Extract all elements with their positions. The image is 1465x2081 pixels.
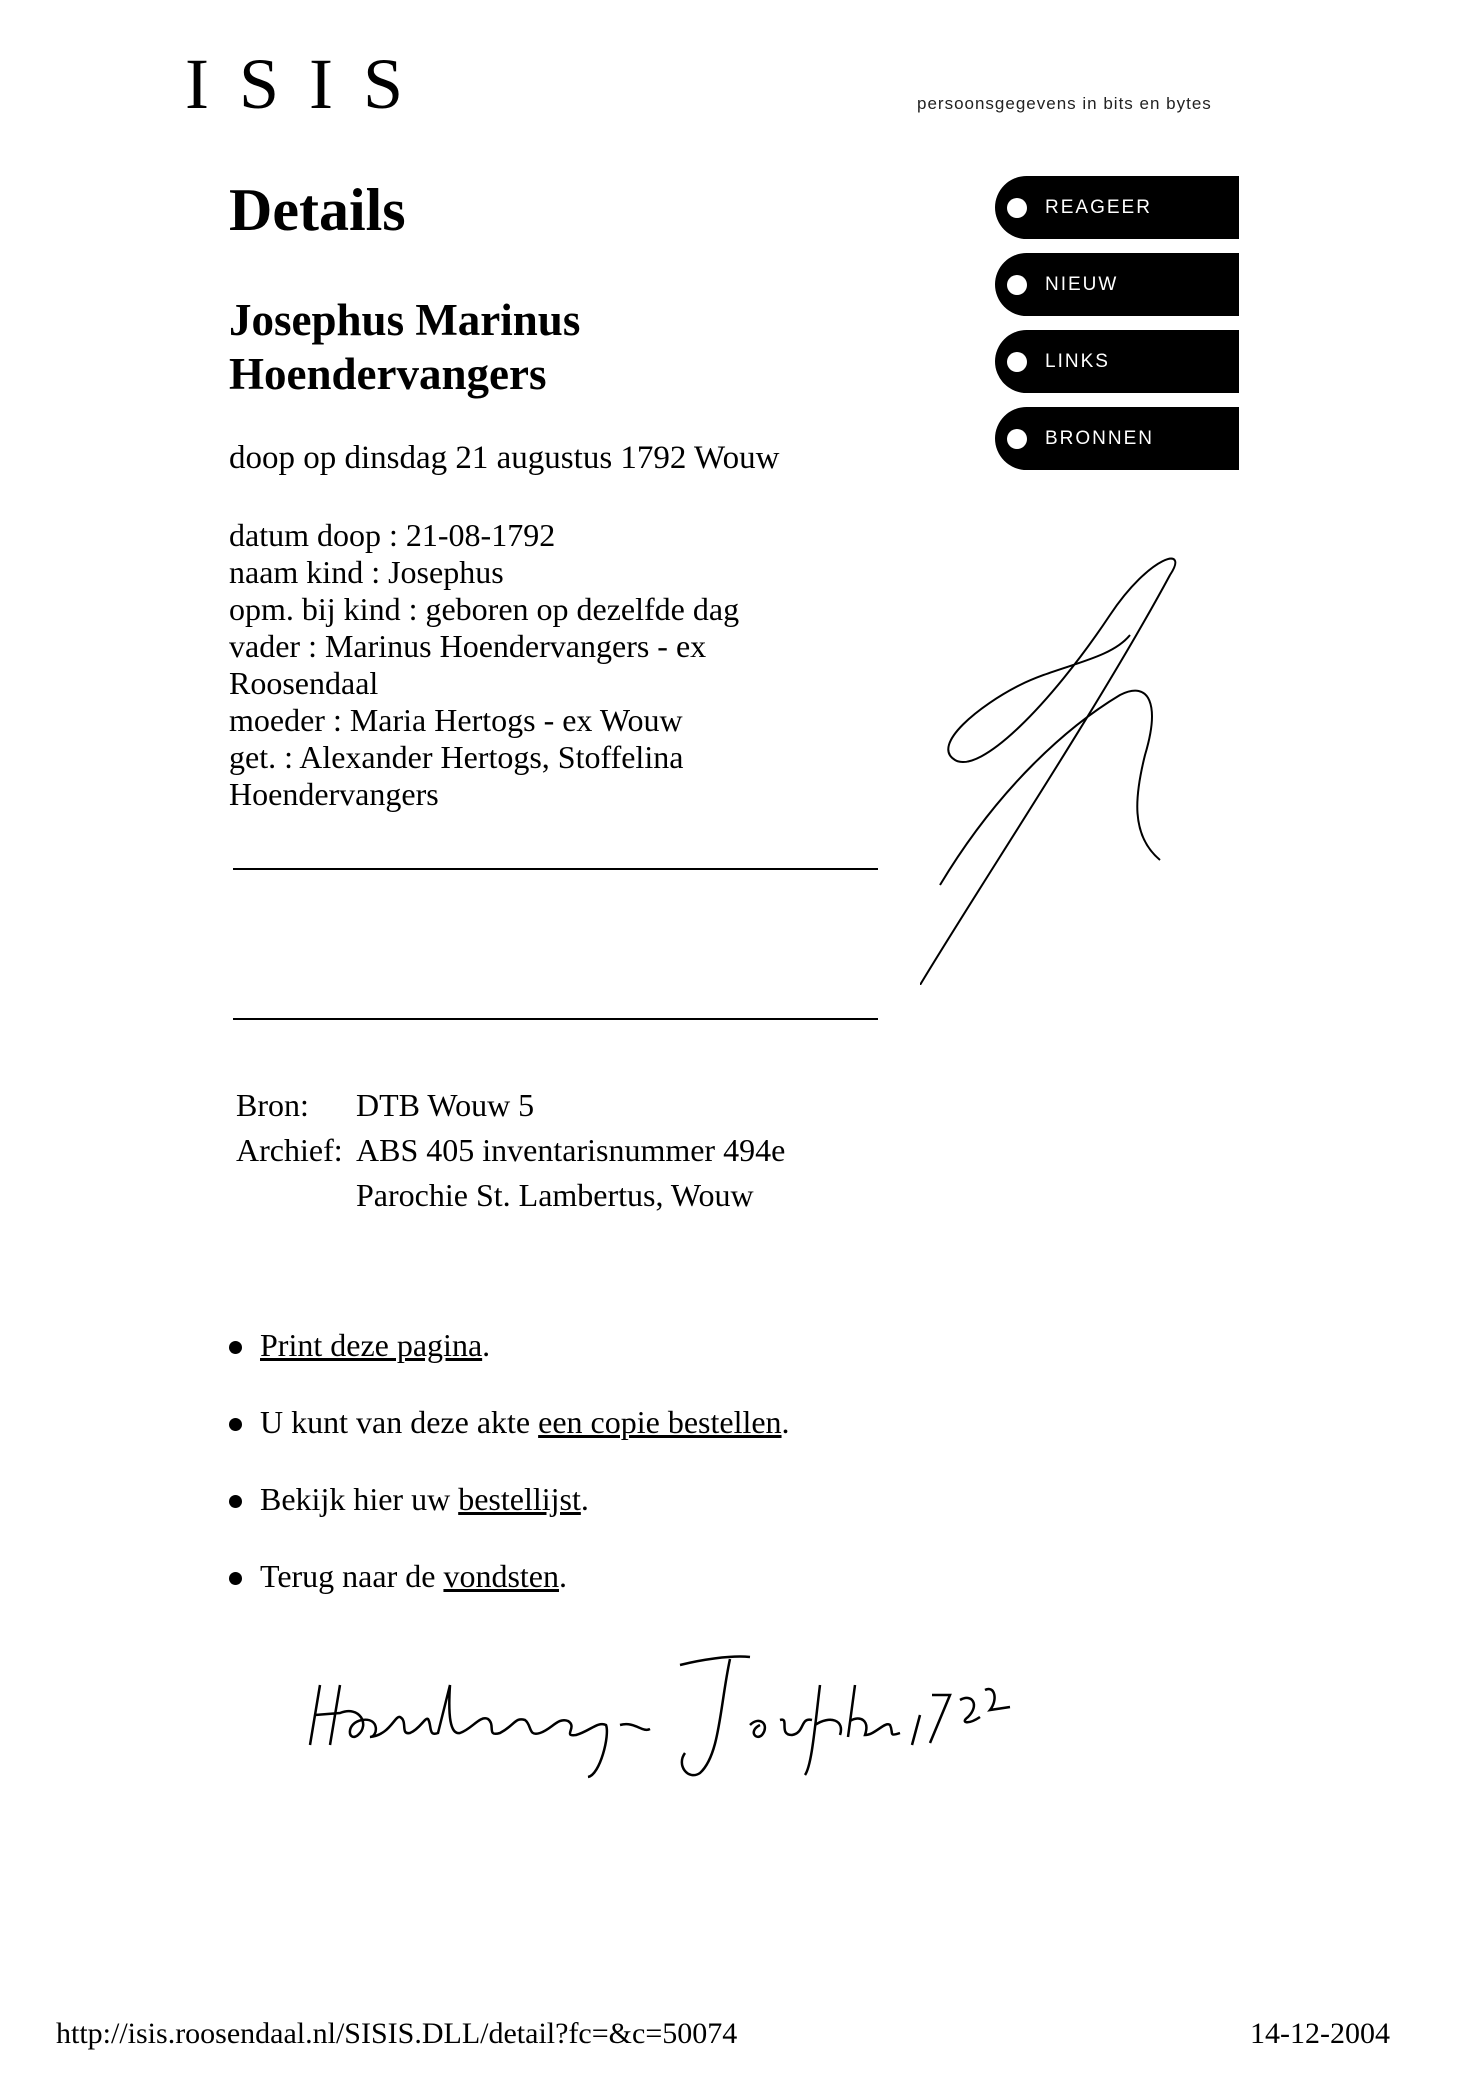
handwritten-note: [300, 1625, 1020, 1785]
page-title: Details: [229, 177, 406, 243]
bullet-icon: [229, 1418, 242, 1431]
action-list: [229, 1325, 790, 1633]
list-suffix: .: [580, 1481, 589, 1517]
copy-prefix: U kunt van deze akte: [260, 1404, 539, 1440]
back-suffix: .: [558, 1558, 567, 1594]
back-prefix: Terug naar de: [260, 1558, 444, 1594]
footer-date: 14-12-2004: [1250, 2017, 1390, 2050]
nav-label: LINKS: [1045, 350, 1110, 372]
order-list-link[interactable]: bestellijst: [458, 1481, 581, 1517]
side-navigation: [995, 176, 1239, 484]
nav-nieuw-button[interactable]: [995, 253, 1239, 316]
bullet-icon: [229, 1572, 242, 1585]
detail-line: vader : Marinus Hoendervangers - ex: [229, 628, 707, 664]
bullet-icon: [229, 1495, 242, 1508]
nav-label: BRONNEN: [1045, 427, 1155, 449]
archief-value-continued: Parochie St. Lambertus, Wouw: [356, 1177, 754, 1213]
person-name-line2: Hoendervangers: [229, 349, 547, 399]
person-name: [229, 293, 749, 401]
nav-label: REAGEER: [1045, 196, 1152, 218]
source-row: [236, 1083, 785, 1128]
list-item: [229, 1479, 790, 1519]
detail-line: opm. bij kind : geboren op dezelfde dag: [229, 591, 740, 627]
bullet-icon: [229, 1341, 242, 1354]
detail-line: get. : Alexander Hertogs, Stoffelina: [229, 739, 684, 775]
list-item: [229, 1556, 790, 1596]
order-copy-link[interactable]: een copie bestellen: [538, 1404, 782, 1440]
bullet-dot-icon: [1007, 275, 1027, 295]
tagline: persoonsgegevens in bits en bytes: [917, 94, 1212, 113]
list-prefix: Bekijk hier uw: [260, 1481, 459, 1517]
bron-label: Bron:: [236, 1087, 309, 1123]
detail-line: Hoendervangers: [229, 776, 439, 812]
archive-row-continued: [236, 1173, 785, 1218]
divider-top: [233, 868, 878, 870]
isis-logo: ISIS: [185, 44, 434, 124]
divider-bottom: [233, 1018, 878, 1020]
nav-label: NIEUW: [1045, 273, 1119, 295]
archief-value: ABS 405 inventarisnummer 494e: [356, 1132, 786, 1168]
print-page-link[interactable]: Print deze pagina: [260, 1327, 483, 1363]
nav-links-button[interactable]: [995, 330, 1239, 393]
record-details: [229, 517, 889, 813]
back-to-results-link[interactable]: vondsten: [443, 1558, 559, 1594]
source-info: [236, 1083, 785, 1218]
copy-suffix: .: [781, 1404, 790, 1440]
archive-row: [236, 1128, 785, 1173]
list-item: [229, 1402, 790, 1442]
nav-reageer-button[interactable]: [995, 176, 1239, 239]
bullet-dot-icon: [1007, 352, 1027, 372]
person-name-line1: Josephus Marinus: [229, 295, 581, 345]
detail-line: naam kind : Josephus: [229, 554, 504, 590]
bron-value: DTB Wouw 5: [356, 1087, 535, 1123]
event-summary: doop op dinsdag 21 augustus 1792 Wouw: [229, 440, 780, 476]
print-suffix: .: [482, 1327, 491, 1363]
bullet-dot-icon: [1007, 198, 1027, 218]
spacer: [236, 1173, 356, 1218]
detail-line: datum doop : 21-08-1792: [229, 517, 556, 553]
handwritten-scribble: [920, 555, 1200, 985]
footer-url: http://isis.roosendaal.nl/SISIS.DLL/detail?fc=&c=50074: [56, 2017, 738, 2050]
bullet-dot-icon: [1007, 429, 1027, 449]
archief-label: Archief:: [236, 1132, 343, 1168]
detail-line: Roosendaal: [229, 665, 379, 701]
detail-line: moeder : Maria Hertogs - ex Wouw: [229, 702, 683, 738]
nav-bronnen-button[interactable]: [995, 407, 1239, 470]
list-item: [229, 1325, 790, 1365]
